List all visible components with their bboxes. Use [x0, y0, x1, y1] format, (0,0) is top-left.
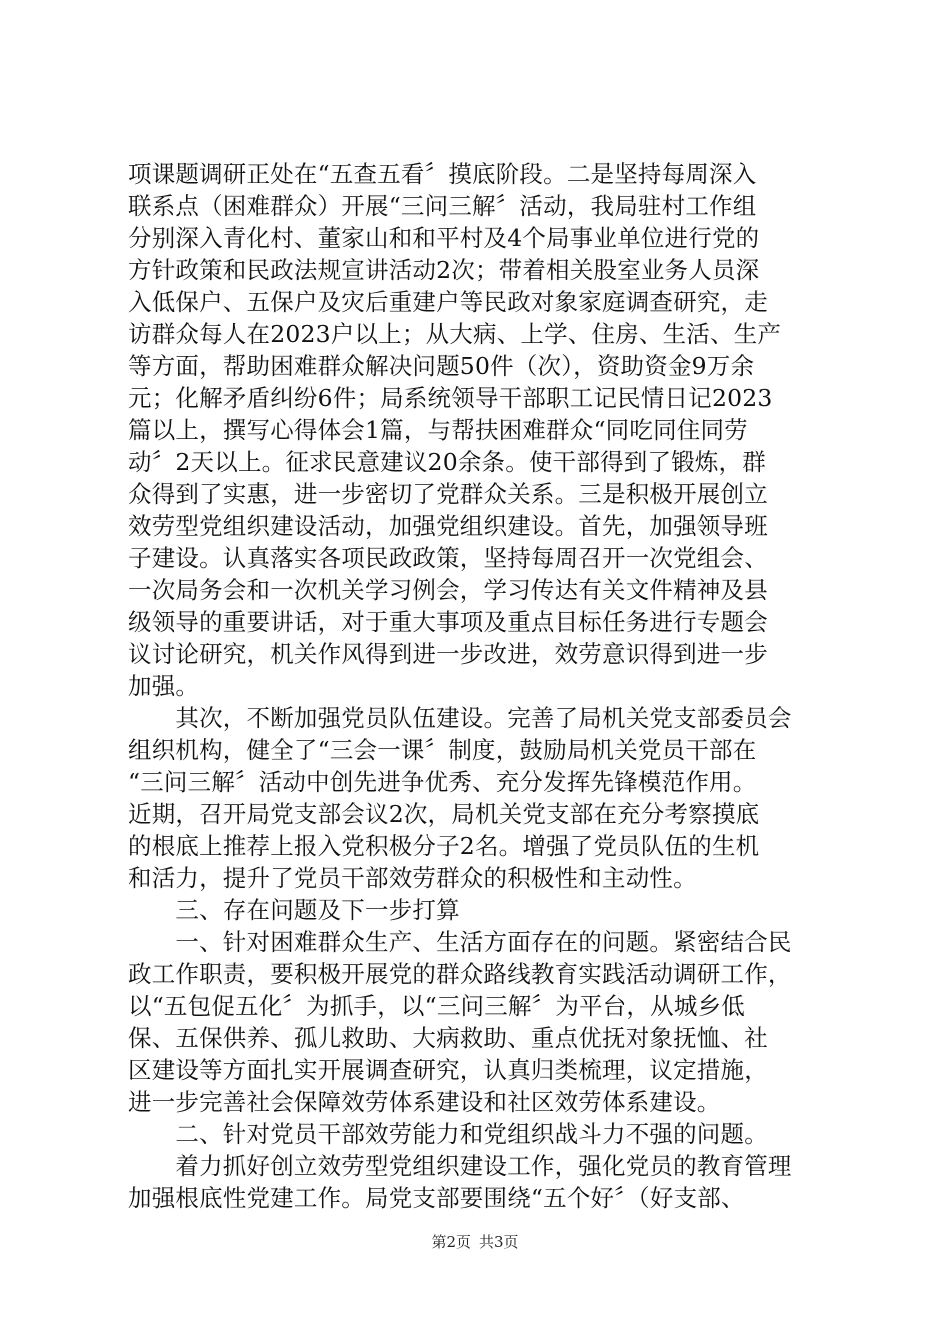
text-line: 等方面，帮助困难群众解决问题50件（次），资助资金9万余 [128, 352, 755, 380]
text-line: 进一步完善社会保障效劳体系建设和社区效劳体系建设。 [128, 1088, 721, 1116]
text-line: 区建设等方面扎实开展调查研究，认真归类梳理，议定措施， [128, 1056, 768, 1084]
text-line: 动〞2天以上。征求民意建议20余条。使干部得到了锻炼，群 [128, 448, 766, 476]
text-line: 一次局务会和一次机关学习例会，学习传达有关文件精神及县 [128, 576, 768, 604]
text-line: 加强。 [128, 672, 200, 700]
text-line: 入低保户、五保户及灾后重建户等民政对象家庭调查研究，走 [128, 288, 768, 316]
text-line: 分别深入青化村、董家山和和平村及4个局事业单位进行党的 [128, 224, 760, 252]
text-line: 近期，召开局党支部会议2次，局机关党支部在充分考察摸底 [128, 800, 760, 828]
page-total: 共3页 [479, 1233, 519, 1251]
text-line: 着力抓好创立效劳型党组织建设工作，强化党员的教育管理 [128, 1152, 792, 1180]
text-line: 访群众每人在2023户以上；从大病、上学、住房、生活、生产 [128, 320, 782, 348]
page-number: 第2页 [431, 1233, 471, 1251]
text-line: 组织机构，健全了“三会一课〞制度，鼓励局机关党员干部在 [128, 736, 757, 764]
text-line: 子建设。认真落实各项民政政策，坚持每周召开一次党组会、 [128, 544, 768, 572]
body-text [128, 158, 828, 1214]
section-heading: 三、存在问题及下一步打算 [128, 896, 460, 924]
text-line: 元；化解矛盾纠纷6件；局系统领导干部职工记民情日记2023 [128, 384, 773, 412]
text-line: 效劳型党组织建设活动，加强党组织建设。首先，加强领导班 [128, 512, 768, 540]
text-line: 篇以上，撰写心得体会1篇，与帮扶困难群众“同吃同住同劳 [128, 416, 748, 444]
text-line: “三问三解〞活动中创先进争优秀、充分发挥先锋模范作用。 [128, 768, 757, 796]
text-line: 加强根底性党建工作。局党支部要围绕“五个好〞（好支部、 [128, 1184, 745, 1212]
text-line: 联系点（困难群众）开展“三问三解〞活动，我局驻村工作组 [128, 192, 757, 220]
page-footer [0, 1232, 950, 1252]
text-line: 众得到了实惠，进一步密切了党群众关系。三是积极开展创立 [128, 480, 768, 508]
text-line: 保、五保供养、孤儿救助、大病救助、重点优抚对象抚恤、社 [128, 1024, 768, 1052]
text-line: 方针政策和民政法规宣讲活动2次；带着相关股室业务人员深 [128, 256, 760, 284]
text-line: 级领导的重要讲话，对于重大事项及重点目标任务进行专题会 [128, 608, 768, 636]
text-line: 和活力，提升了党员干部效劳群众的积极性和主动性。 [128, 864, 697, 892]
text-line: 项课题调研正处在“五查五看〞摸底阶段。二是坚持每周深入 [128, 160, 757, 188]
text-line: 二、针对党员干部效劳能力和党组织战斗力不强的问题。 [128, 1120, 768, 1148]
text-line: 其次，不断加强党员队伍建设。完善了局机关党支部委员会 [128, 704, 792, 732]
text-line: 一、针对困难群众生产、生活方面存在的问题。紧密结合民 [128, 928, 792, 956]
text-line: 议讨论研究，机关作风得到进一步改进，效劳意识得到进一步 [128, 640, 768, 668]
text-line: 以“五包促五化〞为抓手，以“三问三解〞为平台，从城乡低 [128, 992, 745, 1020]
text-line: 政工作职责，要积极开展党的群众路线教育实践活动调研工作， [128, 960, 792, 988]
text-line: 的根底上推荐上报入党积极分子2名。增强了党员队伍的生机 [128, 832, 760, 860]
